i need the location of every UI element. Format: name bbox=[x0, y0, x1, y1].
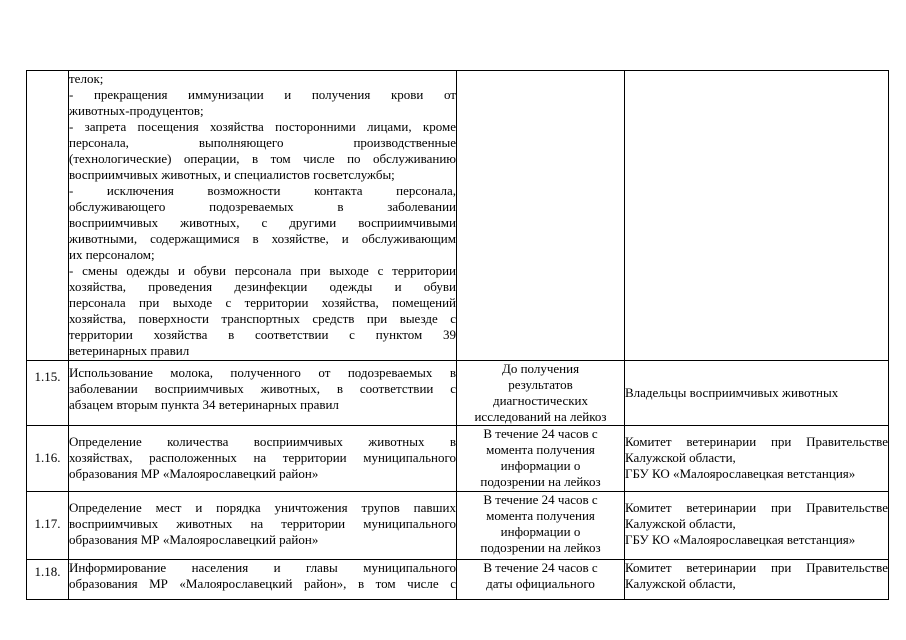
deadline-cell bbox=[457, 560, 625, 600]
deadline-cell bbox=[457, 426, 625, 492]
text-line: Определение количества восприимчивых животных в bbox=[69, 434, 456, 449]
text-line: ГБУ КО «Малоярославецкая ветстанция» bbox=[625, 466, 856, 481]
text-line: территории хозяйства в соответствии с пунктом 39 bbox=[69, 327, 456, 342]
row-number-cell: 1.15. bbox=[27, 361, 69, 426]
text-line: ветеринарных правил bbox=[69, 343, 190, 358]
text-line: восприимчивых животных, и специалистов госветслужбы; bbox=[69, 167, 395, 182]
text-line: исследований на лейкоз bbox=[474, 409, 607, 424]
text-line: животными, содержащимися в хозяйстве, и обслуживающим bbox=[69, 231, 456, 246]
responsible-cell bbox=[625, 361, 889, 426]
text-line: - смены одежды и обуви персонала при выходе с территории bbox=[69, 263, 456, 278]
text-line: восприимчивых животных на территории муниципального bbox=[69, 516, 456, 531]
text-line: даты официального bbox=[486, 576, 595, 591]
row-number-cell: 1.17. bbox=[27, 492, 69, 560]
text-line: персонала при выходе с территории хозяйства, помещений bbox=[69, 295, 456, 310]
responsible-cell bbox=[625, 71, 889, 361]
text-line: образования МР «Малоярославецкий район» bbox=[69, 466, 319, 481]
table-row-continuation bbox=[27, 71, 889, 361]
text-line: Определение мест и порядка уничтожения трупов павших bbox=[69, 500, 456, 515]
text-line: момента получения bbox=[486, 508, 595, 523]
text-line: хозяйства, поверхности транспортных средств при выезде с bbox=[69, 311, 456, 326]
row-number-cell bbox=[27, 71, 69, 361]
deadline-cell bbox=[457, 492, 625, 560]
text-line: животных-продуцентов; bbox=[69, 103, 204, 118]
text-line: заболевании восприимчивых животных, в соответствии с bbox=[69, 381, 456, 396]
row-number-cell: 1.18. bbox=[27, 560, 69, 600]
text-line: результатов bbox=[508, 377, 573, 392]
text-line: ГБУ КО «Малоярославецкая ветстанция» bbox=[625, 532, 856, 547]
table-row bbox=[27, 361, 889, 426]
text-line: Калужской области, bbox=[625, 576, 736, 591]
text-line: обслуживающего подозреваемых в заболевании bbox=[69, 199, 456, 214]
text-line: подозрении на лейкоз bbox=[480, 540, 601, 555]
table-row bbox=[27, 426, 889, 492]
text-line: телок; bbox=[69, 71, 104, 86]
deadline-cell bbox=[457, 71, 625, 361]
text-line: В течение 24 часов с bbox=[483, 560, 598, 575]
table-row bbox=[27, 492, 889, 560]
responsible-cell bbox=[625, 492, 889, 560]
deadline-cell bbox=[457, 361, 625, 426]
measure-description-cell bbox=[69, 361, 457, 426]
text-line: Комитет ветеринарии при Правительстве bbox=[625, 434, 888, 449]
measure-description-cell bbox=[69, 492, 457, 560]
text-line: Комитет ветеринарии при Правительстве bbox=[625, 560, 888, 575]
text-line: Информирование населения и главы муниципального bbox=[69, 560, 456, 575]
text-line: В течение 24 часов с bbox=[483, 492, 598, 507]
text-line: информации о bbox=[500, 524, 581, 539]
text-line: диагностических bbox=[492, 393, 589, 408]
text-line: Владельцы восприимчивых животных bbox=[625, 385, 839, 400]
text-line: Использование молока, полученного от подозреваемых в bbox=[69, 365, 456, 380]
text-line: Калужской области, bbox=[625, 516, 736, 531]
text-line: В течение 24 часов с bbox=[483, 426, 598, 441]
text-line: момента получения bbox=[486, 442, 595, 457]
text-line: информации о bbox=[500, 458, 581, 473]
text-line: - прекращения иммунизации и получения крови от bbox=[69, 87, 456, 102]
text-line: хозяйствах, расположенных на территории муниципального bbox=[69, 450, 456, 465]
measure-description-cell bbox=[69, 71, 457, 361]
responsible-cell bbox=[625, 426, 889, 492]
text-line: восприимчивых животных, с другими восприимчивыми bbox=[69, 215, 456, 230]
text-line: Комитет ветеринарии при Правительстве bbox=[625, 500, 888, 515]
text-line: Калужской области, bbox=[625, 450, 736, 465]
text-line: их персоналом; bbox=[69, 247, 155, 262]
measure-description-cell bbox=[69, 426, 457, 492]
text-line: образования МР «Малоярославецкий район», в том числе с bbox=[69, 576, 456, 591]
text-line: До получения bbox=[501, 361, 580, 376]
measures-table bbox=[26, 70, 889, 600]
row-number-cell: 1.16. bbox=[27, 426, 69, 492]
text-line: подозрении на лейкоз bbox=[480, 474, 601, 489]
measure-description-cell bbox=[69, 560, 457, 600]
responsible-cell bbox=[625, 560, 889, 600]
text-line: хозяйства, проведения дезинфекции одежды и обуви bbox=[69, 279, 456, 294]
text-line: абзацем вторым пункта 34 ветеринарных правил bbox=[69, 397, 339, 412]
text-line: образования МР «Малоярославецкий район» bbox=[69, 532, 319, 547]
text-line: (технологические) операции, в том числе по обслуживанию bbox=[69, 151, 456, 166]
text-line: - исключения возможности контакта персонала, bbox=[69, 183, 456, 198]
text-line: персонала, выполняющего производственные bbox=[69, 135, 456, 150]
table-row bbox=[27, 560, 889, 600]
text-line: - запрета посещения хозяйства посторонними лицами, кроме bbox=[69, 119, 456, 134]
